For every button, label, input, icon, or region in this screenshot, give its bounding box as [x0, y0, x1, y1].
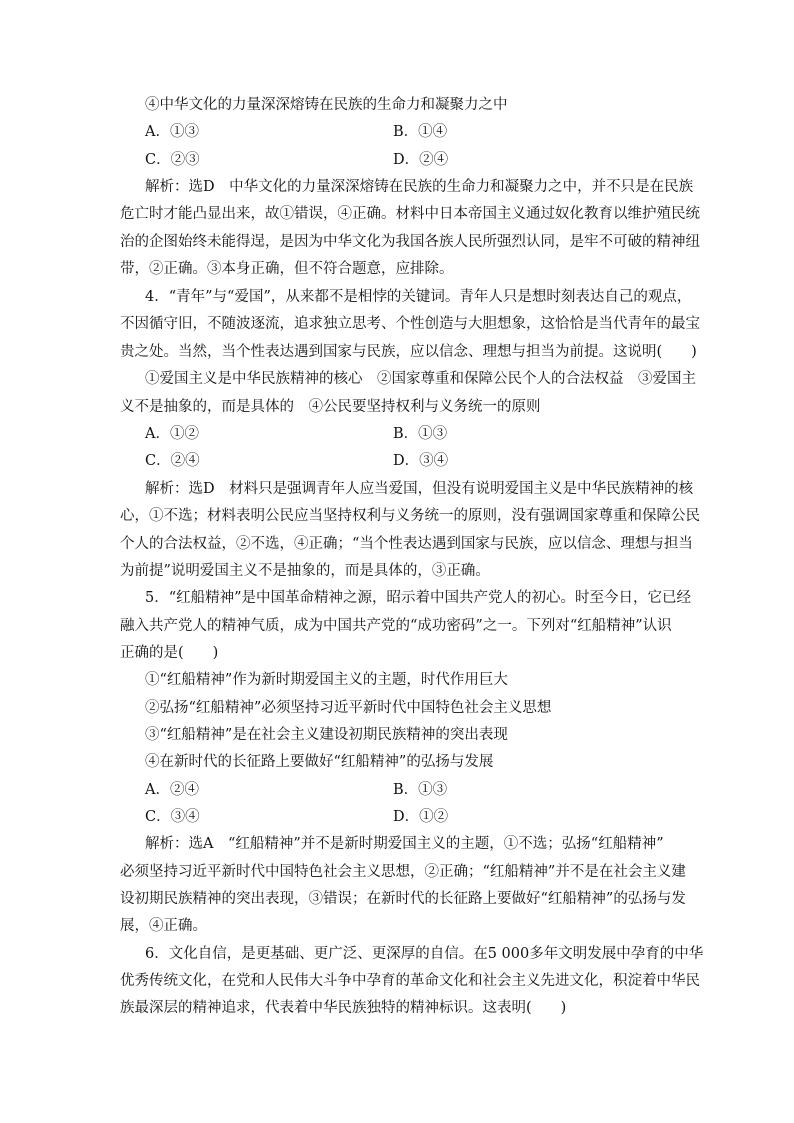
q4-stem-line: 不因循守旧，不随波逐流，追求独立思考、个性创造与大胆想象，这恰恰是当代青年的最宝 [120, 316, 700, 332]
q5-analysis-line: 设初期民族精神的突出表现，③错误；在新时代的长征路上要做好“红船精神”的弘扬与发 [120, 891, 686, 907]
q5-stem-line: 融入共产党人的精神气质，成为中国共产党的“成功密码”之一。下列对“红船精神”认识 [120, 618, 672, 634]
q4-items-line: 义不是抽象的，而是具体的 ④公民要坚持权利与义务统一的原则 [120, 399, 541, 415]
q4-option-d: D．③④ [393, 453, 449, 469]
q5-option-b: B．①③ [393, 782, 448, 798]
q5-stem-line: 5．“红船精神”是中国革命精神之源，昭示着中国共产党人的初心。时至今日，它已经 [145, 590, 692, 606]
q3-option-c: C．②③ [145, 152, 200, 168]
q4-analysis-line: 心，①不选；材料表明公民应当坚持权利与义务统一的原则，没有强调国家尊重和保障公民 [120, 508, 700, 524]
q3-analysis-line: 解析：选D 中华文化的力量深深熔铸在民族的生命力和凝聚力之中，并不只是在民族 [145, 179, 694, 195]
q5-option-a: A．②④ [145, 782, 199, 798]
q4-option-b: B．①③ [393, 426, 448, 442]
q5-option-d: D．①② [393, 809, 449, 825]
q5-item-1: ①“红船精神”作为新时期爱国主义的主题，时代作用巨大 [145, 672, 508, 688]
q3-analysis-line: 治的企图始终未能得逞，是因为中华文化为我国各族人民所强烈认同，是牢不可破的精神纽 [120, 234, 700, 250]
q4-stem-line: 4．“青年”与“爱国”，从来都不是相悖的关键词。青年人只是想时刻表达自己的观点， [145, 289, 692, 305]
q3-analysis-line: 危亡时才能凸显出来，故①错误，④正确。材料中日本帝国主义通过奴化教育以维护殖民统 [120, 206, 700, 222]
q3-option-b: B．①④ [393, 124, 448, 140]
q3-item-4: ④中华文化的力量深深熔铸在民族的生命力和凝聚力之中 [145, 97, 508, 113]
q4-option-c: C．②④ [145, 453, 200, 469]
q3-option-a: A．①③ [145, 124, 199, 140]
q5-item-3: ③“红船精神”是在社会主义建设初期民族精神的突出表现 [145, 727, 508, 743]
q4-analysis-line: 个人的合法权益，②不选，④正确；“当个性表达遇到国家与民族，应以信念、理想与担当 [120, 536, 693, 552]
q5-stem-line: 正确的是( ) [120, 645, 219, 661]
q4-option-a: A．①② [145, 426, 199, 442]
q5-item-2: ②弘扬“红船精神”必须坚持习近平新时代中国特色社会主义思想 [145, 700, 552, 716]
q5-analysis-line: 展，④正确。 [120, 918, 207, 934]
q5-analysis-line: 必须坚持习近平新时代中国特色社会主义思想，②正确；“红船精神”并不是在社会主义建 [120, 864, 686, 880]
q5-option-c: C．③④ [145, 809, 200, 825]
q6-stem-line: 优秀传统文化，在党和人民伟大斗争中孕育的革命文化和社会主义先进文化，积淀着中华民 [120, 973, 700, 989]
q5-analysis-line: 解析：选A “红船精神”并不是新时期爱国主义的主题，①不选；弘扬“红船精神” [145, 836, 664, 852]
q6-stem-line: 族最深层的精神追求，代表着中华民族独特的精神标识。这表明( ) [120, 1000, 567, 1016]
q4-analysis-line: 为前提”说明爱国主义不是抽象的，而是具体的，③正确。 [120, 563, 490, 579]
q4-analysis-line: 解析：选D 材料只是强调青年人应当爱国，但没有说明爱国主义是中华民族精神的核 [145, 481, 694, 497]
q4-stem-line: 贵之处。当然，当个性表达遇到国家与民族，应以信念、理想与担当为前提。这说明( ) [120, 344, 697, 360]
q3-option-d: D．②④ [393, 152, 449, 168]
q3-analysis-line: 带，②正确。③本身正确，但不符合题意，应排除。 [120, 261, 454, 277]
q6-stem-line: 6．文化自信，是更基础、更广泛、更深厚的自信。在5 000多年文明发展中孕育的中华 [145, 946, 704, 962]
q5-item-4: ④在新时代的长征路上要做好“红船精神”的弘扬与发展 [145, 754, 494, 770]
q4-items-line: ①爱国主义是中华民族精神的核心 ②国家尊重和保障公民个人的合法权益 ③爱国主 [145, 371, 696, 387]
